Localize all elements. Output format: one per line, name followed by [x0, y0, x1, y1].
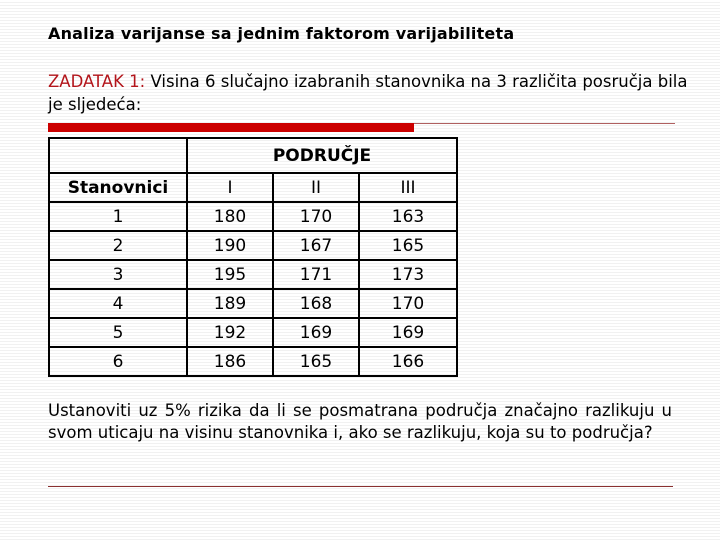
table-cell: 195	[187, 260, 273, 289]
empty-header-cell	[49, 138, 187, 173]
table-cell: 173	[359, 260, 457, 289]
table-cell: 5	[49, 318, 187, 347]
slide-title: Analiza varijanse sa jednim faktorom varijabiliteta	[48, 24, 515, 43]
table-cell: 1	[49, 202, 187, 231]
table-cell: 186	[187, 347, 273, 376]
data-table	[48, 137, 458, 377]
table-cell: 2	[49, 231, 187, 260]
table-cell: 190	[187, 231, 273, 260]
table-cell: 171	[273, 260, 359, 289]
table-cell: 6	[49, 347, 187, 376]
table-cell: 192	[187, 318, 273, 347]
table-header-row	[49, 173, 457, 202]
table-cell: 169	[273, 318, 359, 347]
group-header: PODRUČJE	[187, 138, 457, 173]
table-row	[49, 260, 457, 289]
column-header: I	[187, 173, 273, 202]
bottom-divider-line	[48, 486, 673, 487]
column-header: Stanovnici	[49, 173, 187, 202]
column-header: III	[359, 173, 457, 202]
table-row	[49, 289, 457, 318]
table-cell: 163	[359, 202, 457, 231]
table-cell: 170	[273, 202, 359, 231]
task-label: ZADATAK 1:	[48, 72, 146, 91]
table-row	[49, 347, 457, 376]
table-cell: 169	[359, 318, 457, 347]
table-cell: 170	[359, 289, 457, 318]
table-row	[49, 202, 457, 231]
table-cell: 4	[49, 289, 187, 318]
column-header: II	[273, 173, 359, 202]
table-cell: 166	[359, 347, 457, 376]
table-cell: 168	[273, 289, 359, 318]
table-cell: 167	[273, 231, 359, 260]
table-cell: 189	[187, 289, 273, 318]
task-description: Visina 6 slučajno izabranih stanovnika na 3 različita posručja bila je sljedeća:	[48, 72, 688, 114]
task-text	[48, 70, 688, 116]
table-group-header-row	[49, 138, 457, 173]
table-row	[49, 231, 457, 260]
table-cell: 165	[359, 231, 457, 260]
thin-divider-line	[414, 123, 675, 124]
red-divider-bar	[48, 123, 414, 132]
question-text: Ustanoviti uz 5% rizika da li se posmatrana područja značajno razlikuju u svom uticaju na visinu stanovnika i, ako se razlikuju, koja su to područja?	[48, 401, 672, 442]
table-row	[49, 318, 457, 347]
table-cell: 165	[273, 347, 359, 376]
table-cell: 3	[49, 260, 187, 289]
table-cell: 180	[187, 202, 273, 231]
